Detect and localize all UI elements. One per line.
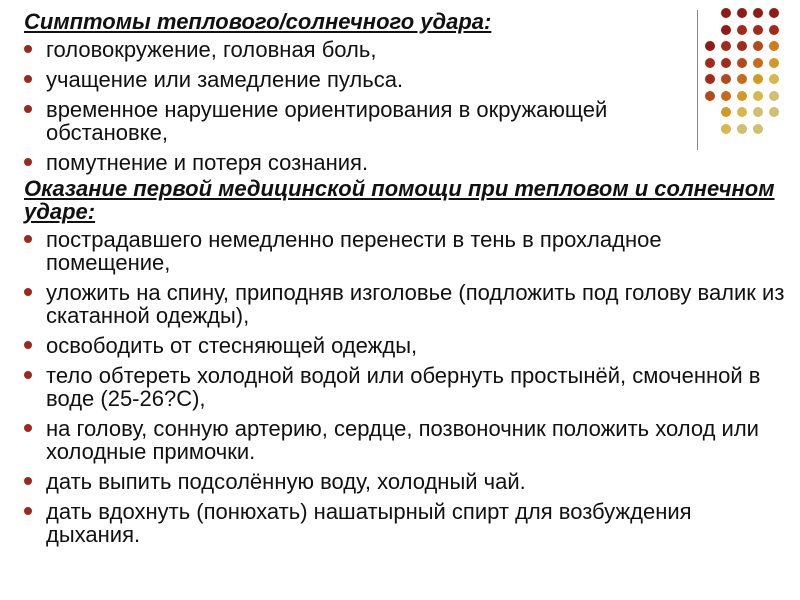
symptom-text: головокружение, головная боль,	[46, 37, 377, 62]
bullet-icon	[24, 75, 32, 83]
bullet-icon	[24, 235, 32, 243]
symptoms-list	[24, 38, 784, 174]
bullet-icon	[24, 288, 32, 296]
symptom-item	[24, 98, 706, 144]
first-aid-list	[24, 228, 784, 546]
slide-content	[24, 10, 784, 546]
first-aid-item	[24, 281, 786, 327]
first-aid-item	[24, 228, 786, 274]
bullet-icon	[24, 158, 32, 166]
first-aid-text: дать выпить подсолённую воду, холодный чай.	[46, 469, 526, 494]
bullet-icon	[24, 371, 32, 379]
first-aid-text: на голову, сонную артерию, сердце, позвоночник положить холод или холодные примочки.	[46, 416, 759, 464]
first-aid-item	[24, 417, 786, 463]
symptom-item	[24, 68, 706, 91]
bullet-icon	[24, 45, 32, 53]
first-aid-text: дать вдохнуть (понюхать) нашатырный спирт для возбуждения дыхания.	[46, 499, 692, 547]
first-aid-item	[24, 334, 786, 357]
symptom-text: временное нарушение ориентирования в окружающей обстановке,	[46, 97, 608, 145]
first-aid-text: освободить от стесняющей одежды,	[46, 333, 418, 358]
first-aid-heading: Оказание первой медицинской помощи при тепловом и солнечном ударе:	[24, 176, 775, 224]
bullet-icon	[24, 341, 32, 349]
symptom-item	[24, 151, 706, 174]
bullet-icon	[24, 477, 32, 485]
first-aid-item	[24, 500, 786, 546]
symptom-item	[24, 38, 706, 61]
bullet-icon	[24, 507, 32, 515]
first-aid-text: тело обтереть холодной водой или обернуть простынёй, смоченной в воде (25-26?С),	[46, 363, 761, 411]
symptom-text: учащение или замедление пульса.	[46, 67, 404, 92]
symptoms-heading: Симптомы теплового/солнечного удара:	[24, 9, 492, 34]
symptom-text: помутнение и потеря сознания.	[46, 150, 369, 175]
first-aid-text: уложить на спину, приподняв изголовье (подложить под голову валик из скатанной одежды),	[46, 280, 785, 328]
first-aid-text: пострадавшего немедленно перенести в тень в прохладное помещение,	[46, 227, 662, 275]
bullet-icon	[24, 424, 32, 432]
bullet-icon	[24, 105, 32, 113]
first-aid-item	[24, 364, 786, 410]
first-aid-item	[24, 470, 786, 493]
